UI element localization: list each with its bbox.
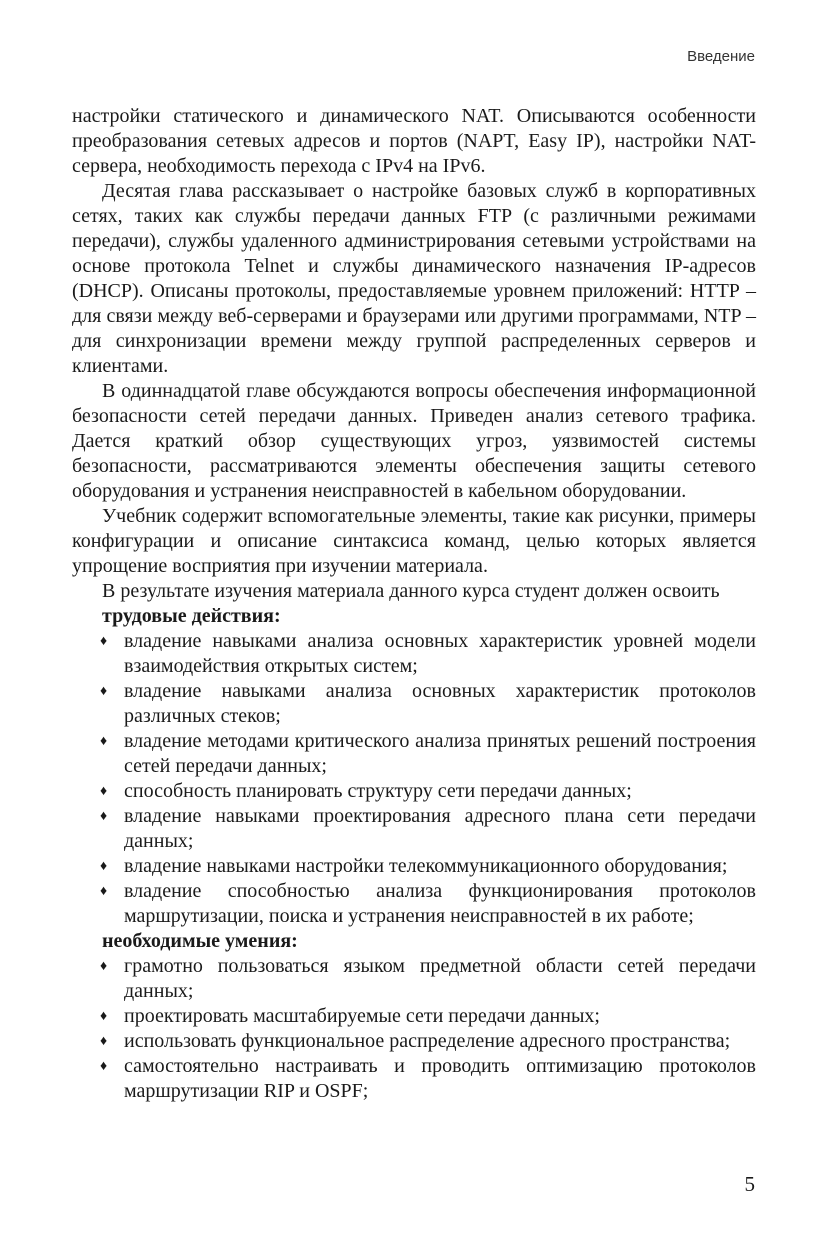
diamond-bullet-icon: ♦ [100, 1009, 108, 1024]
list-item: ♦ владение навыками анализа основных характеристик протоколов различных стеков; [100, 680, 756, 727]
paragraph-continuation: настройки статического и динамического NAT. Описываются особенности преобразования сетевых адресов и портов (NAPT, Easy IP), настройки NAT-сервера, необходимость перехода с IPv4 на IPv6. [72, 105, 756, 177]
list-item: ♦ грамотно пользоваться языком предметной области сетей передачи данных; [100, 955, 756, 1002]
diamond-bullet-icon: ♦ [100, 784, 108, 799]
list-item: ♦ владение способностью анализа функционирования протоколов маршрутизации, поиска и устранения неисправностей в их работе; [100, 880, 756, 927]
running-header: Введение [687, 48, 755, 65]
list-item: ♦ проектировать масштабируемые сети передачи данных; [100, 1005, 600, 1027]
diamond-bullet-icon: ♦ [100, 809, 108, 824]
list-item: ♦ владение навыками анализа основных характеристик уровней модели взаимодействия открытых систем; [100, 630, 756, 677]
diamond-bullet-icon: ♦ [100, 734, 108, 749]
diamond-bullet-icon: ♦ [100, 1059, 108, 1074]
required-skills-list [72, 954, 756, 1104]
page-number: 5 [744, 1172, 755, 1196]
list-item: ♦ владение навыками настройки телекоммуникационного оборудования; [100, 855, 728, 877]
list-item: ♦ владение методами критического анализа принятых решений построения сетей передачи данных; [100, 730, 756, 777]
labor-actions-heading: трудовые действия: [102, 605, 281, 627]
list-item: ♦ использовать функциональное распределение адресного пространства; [100, 1030, 731, 1052]
diamond-bullet-icon: ♦ [100, 634, 108, 649]
labor-actions-list [72, 629, 756, 929]
paragraph-chapter-ten: Десятая глава рассказывает о настройке базовых служб в корпоративных сетях, таких как службы передачи данных FTP (с различными режимами передачи), службы удаленного администрирования сетевыми устройствами на основе протокола Telnet и службы динамического назначения IP-адресов (DHCP). Описаны протоколы, предоставляемые уровнем приложений: HTTP – для связи между веб-серверами и браузерами или другими программами, NTP – для синхронизации времени между группой распределенных серверов и клиентами. [72, 180, 756, 377]
page-body [72, 104, 756, 1104]
diamond-bullet-icon: ♦ [100, 1034, 108, 1049]
required-skills-heading: необходимые умения: [102, 930, 298, 952]
paragraph-learning-outcomes: В результате изучения материала данного курса студент должен освоить [102, 580, 720, 602]
list-item: ♦ самостоятельно настраивать и проводить оптимизацию протоколов маршрутизации RIP и OSPF; [100, 1055, 756, 1102]
diamond-bullet-icon: ♦ [100, 959, 108, 974]
diamond-bullet-icon: ♦ [100, 884, 108, 899]
diamond-bullet-icon: ♦ [100, 859, 108, 874]
list-item: ♦ способность планировать структуру сети передачи данных; [100, 780, 632, 802]
paragraph-chapter-eleven: В одиннадцатой главе обсуждаются вопросы обеспечения информационной безопасности сетей передачи данных. Приведен анализ сетевого трафика. Дается краткий обзор существующих угроз, уязвимостей системы безопасности, рассматриваются элементы обеспечения защиты сетевого оборудования и устранения неисправностей в кабельном оборудовании. [72, 380, 756, 502]
paragraph-textbook-elements: Учебник содержит вспомогательные элементы, такие как рисунки, примеры конфигурации и описание синтаксиса команд, целью которых является упрощение восприятия при изучении материала. [72, 505, 756, 577]
diamond-bullet-icon: ♦ [100, 684, 108, 699]
list-item: ♦ владение навыками проектирования адресного плана сети передачи данных; [100, 805, 756, 852]
